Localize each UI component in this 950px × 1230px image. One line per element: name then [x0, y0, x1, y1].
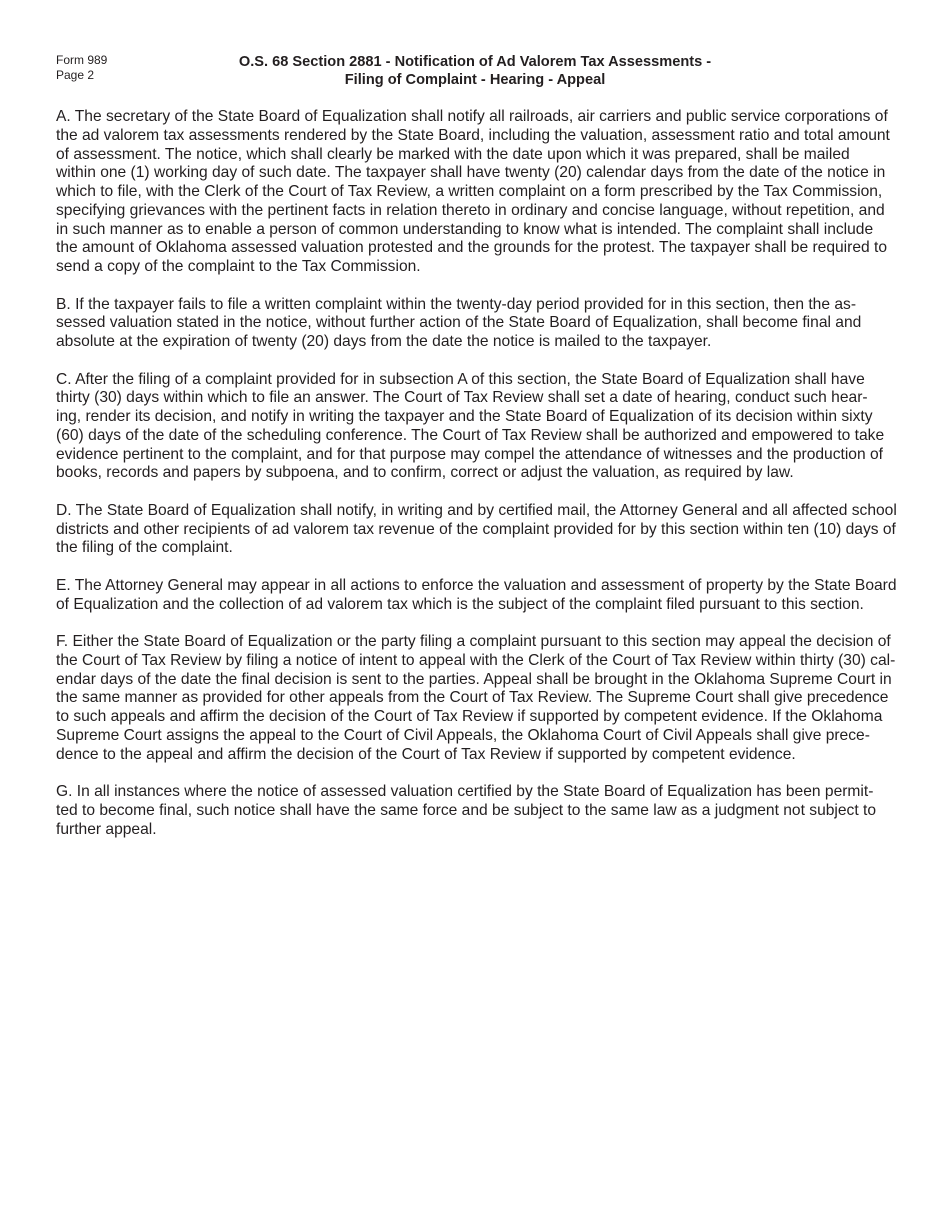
text-line: of Equalization and the collection of ad valorem tax which is the subject of the complaint filed pursuant to this section.	[56, 595, 864, 613]
text-line: the filing of the complaint.	[56, 539, 233, 557]
text-line: the ad valorem tax assessments rendered by the State Board, including the valuation, assessment ratio and total amount	[56, 126, 890, 144]
text-line: dence to the appeal and affirm the decision of the Court of Tax Review if supported by competent evidence.	[56, 745, 796, 763]
paragraph-c	[56, 371, 906, 484]
paragraph-e	[56, 577, 906, 615]
text-line: to such appeals and affirm the decision of the Court of Tax Review if supported by competent evidence. If the Oklahoma	[56, 708, 883, 725]
text-line: (60) days of the date of the scheduling conference. The Court of Tax Review shall be authorized and empowered to take	[56, 426, 885, 444]
text-line: which to file, with the Clerk of the Court of Tax Review, a written complaint on a form prescribed by the Tax Commission,	[56, 183, 883, 200]
text-line: the same manner as provided for other appeals from the Court of Tax Review. The Supreme Court shall give precedence	[56, 689, 889, 707]
text-line: within one (1) working day of such date. The taxpayer shall have twenty (20) calendar days from the date of the notice in	[56, 164, 886, 182]
paragraph-g	[56, 783, 906, 839]
text-line: A. The secretary of the State Board of Equalization shall notify all railroads, air carriers and public service corporations of	[56, 108, 888, 125]
text-line: Supreme Court assigns the appeal to the Court of Civil Appeals, the Oklahoma Court of Civil Appeals shall give prece-	[56, 726, 870, 744]
text-line: endar days of the date the final decision is sent to the parties. Appeal shall be brought in the Oklahoma Supreme Court in	[56, 670, 892, 688]
text-line: E. The Attorney General may appear in all actions to enforce the valuation and assessment of property by the State Board	[56, 576, 897, 594]
page-number: Page 2	[56, 68, 95, 82]
text-line: thirty (30) days within which to file an answer. The Court of Tax Review shall set a date of hearing, conduct such hear-	[56, 389, 868, 407]
text-line: districts and other recipients of ad valorem tax revenue of the complaint provided for by this section within ten (10) days of	[56, 520, 896, 538]
title-line-2: Filing of Complaint - Hearing - Appeal	[344, 72, 606, 88]
form-number: Form 989	[56, 53, 108, 67]
text-line: in such manner as to enable a person of common understanding to know what is intended. The complaint shall include	[56, 220, 874, 238]
text-line: send a copy of the complaint to the Tax Commission.	[56, 258, 421, 275]
text-line: the Court of Tax Review by filing a notice of intent to appeal with the Clerk of the Court of Tax Review within thirty (30) cal-	[56, 651, 896, 669]
text-line: ted to become final, such notice shall have the same force and be subject to the same law as a judgment not subject to	[56, 801, 877, 819]
text-line: ing, render its decision, and notify in writing the taxpayer and the State Board of Equalization of its decision within sixty	[56, 408, 873, 425]
text-line: specifying grievances with the pertinent facts in relation thereto in ordinary and concise language, without repetition, and	[56, 201, 885, 219]
title-line-1: O.S. 68 Section 2881 - Notification of Ad Valorem Tax Assessments -	[238, 54, 712, 70]
text-line: further appeal.	[56, 820, 157, 838]
text-line: books, records and papers by subpoena, and to confirm, correct or adjust the valuation, as required by law.	[56, 464, 794, 482]
text-line: sessed valuation stated in the notice, without further action of the State Board of Equalization, shall become final and	[56, 314, 862, 332]
text-line: of assessment. The notice, which shall clearly be marked with the date upon which it was prepared, shall be mailed	[56, 145, 850, 163]
statute-body	[56, 108, 906, 858]
paragraph-a	[56, 108, 906, 277]
text-line: absolute at the expiration of twenty (20) days from the date the notice is mailed to the taxpayer.	[56, 333, 712, 350]
page-title	[150, 53, 800, 89]
text-line: F. Either the State Board of Equalization or the party filing a complaint pursuant to this section may appeal the decision of	[56, 633, 891, 650]
text-line: the amount of Oklahoma assessed valuation protested and the grounds for the protest. The taxpayer shall be required to	[56, 239, 888, 257]
text-line: evidence pertinent to the complaint, and for that purpose may compel the attendance of witnesses and the production of	[56, 445, 883, 463]
paragraph-f	[56, 633, 906, 764]
text-line: C. After the filing of a complaint provided for in subsection A of this section, the State Board of Equalization shall have	[56, 370, 865, 388]
text-line: D. The State Board of Equalization shall notify, in writing and by certified mail, the Attorney General and all affected school	[56, 501, 897, 519]
text-line: B. If the taxpayer fails to file a written complaint within the twenty-day period provided for in this section, then the as-	[56, 295, 857, 313]
paragraph-b	[56, 296, 906, 352]
form-identifier	[56, 53, 107, 83]
text-line: G. In all instances where the notice of assessed valuation certified by the State Board of Equalization has been permit-	[56, 783, 874, 800]
paragraph-d	[56, 502, 906, 558]
